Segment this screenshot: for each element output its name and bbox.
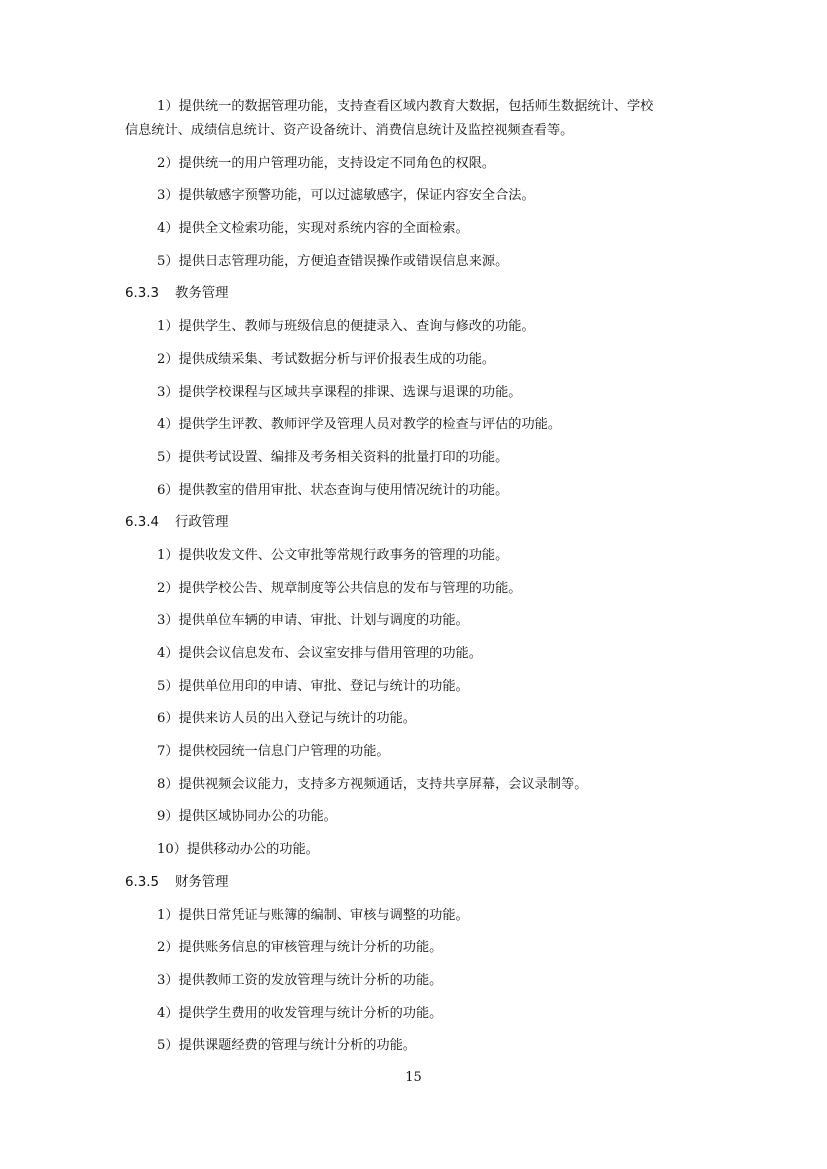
list-item-text: 1）提供统一的数据管理功能，支持查看区域内教育大数据，包括师生数据统计、学校 [157,99,654,114]
list-item: 4）提供学生费用的收发管理与统计分析的功能。 [157,1005,443,1021]
list-item: 1）提供学生、教师与班级信息的便捷录入、查询与修改的功能。 [157,319,535,335]
list-item: 4）提供学生评教、教师评学及管理人员对教学的检查与评估的功能。 [157,417,562,433]
list-item: 8）提供视频会议能力，支持多方视频通话，支持共享屏幕，会议录制等。 [157,776,588,792]
list-item: 1）提供日常凭证与账簿的编制、审核与调整的功能。 [157,907,469,923]
list-item: 2）提供账务信息的审核管理与统计分析的功能。 [157,940,443,956]
list-item: 3）提供学校课程与区域共享课程的排课、选课与退课的功能。 [157,384,522,400]
list-item: 6）提供来访人员的出入登记与统计的功能。 [157,711,416,727]
list-item: 2）提供学校公告、规章制度等公共信息的发布与管理的功能。 [157,580,522,596]
list-item: 5）提供课题经费的管理与统计分析的功能。 [157,1038,416,1054]
section-title: 行政管理 [175,515,229,531]
list-item: 3）提供单位车辆的申请、审批、计划与调度的功能。 [157,613,469,629]
list-item: 6）提供教室的借用审批、状态查询与使用情况统计的功能。 [157,482,509,498]
section-heading [125,282,705,306]
list-item [125,95,705,143]
page-content [125,95,705,1067]
section-number: 6.3.5 [125,874,160,890]
list-item: 9）提供区域协同办公的功能。 [157,809,337,825]
list-item: 3）提供敏感字预警功能，可以过滤敏感字，保证内容安全合法。 [157,188,535,204]
section-number: 6.3.4 [125,515,160,531]
list-item: 5）提供单位用印的申请、审批、登记与统计的功能。 [157,678,469,694]
section-number: 6.3.3 [125,286,160,302]
list-item: 2）提供成绩采集、考试数据分析与评价报表生成的功能。 [157,351,496,367]
section-title: 教务管理 [175,286,229,302]
list-item: 7）提供校园统一信息门户管理的功能。 [157,744,390,760]
list-item: 10）提供移动办公的功能。 [157,842,319,858]
list-item: 2）提供统一的用户管理功能，支持设定不同角色的权限。 [157,155,496,171]
section-heading [125,871,705,895]
list-item: 1）提供收发文件、公文审批等常规行政事务的管理的功能。 [157,547,509,563]
list-item: 3）提供教师工资的发放管理与统计分析的功能。 [157,972,443,988]
list-item: 5）提供考试设置、编排及考务相关资料的批量打印的功能。 [157,449,509,465]
list-item: 4）提供全文检索功能，实现对系统内容的全面检索。 [157,221,469,237]
section-heading [125,511,705,535]
section-title: 财务管理 [175,874,229,890]
list-item-text-continued: 信息统计、成绩信息统计、资产设备统计、消费信息统计及监控视频查看等。 [125,123,574,138]
list-item: 5）提供日志管理功能，方便追查错误操作或错误信息来源。 [157,253,509,269]
page-number: 15 [405,1070,422,1085]
list-item: 4）提供会议信息发布、会议室安排与借用管理的功能。 [157,646,482,661]
